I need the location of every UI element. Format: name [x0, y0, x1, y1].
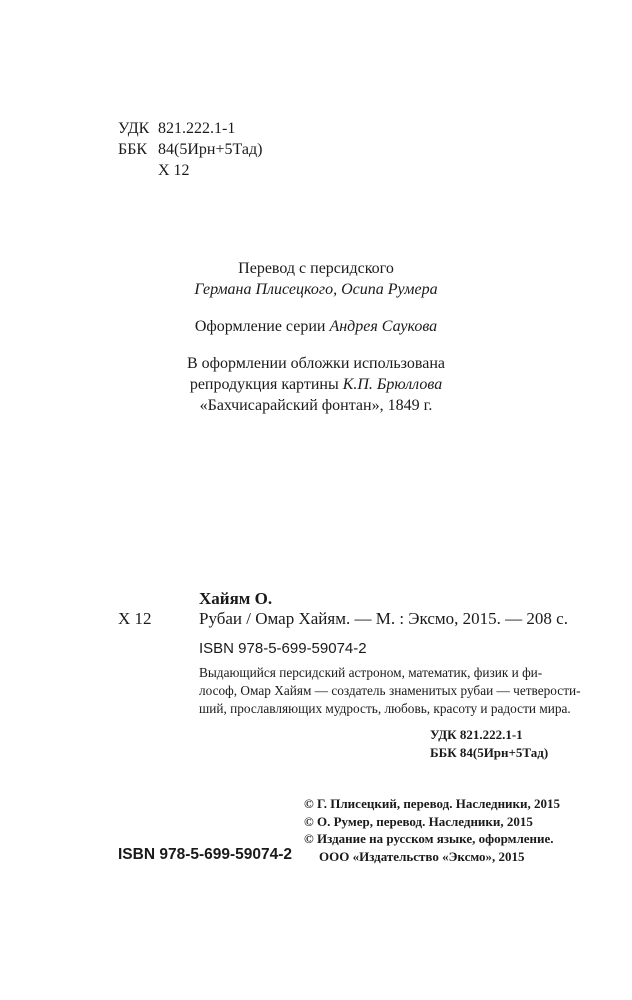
catalog-class-codes — [430, 726, 548, 762]
annotation-line: лософ, Омар Хайям — создатель знаменитых рубаи — четверости- — [199, 683, 581, 698]
classification-codes — [118, 118, 262, 181]
cover-line-2-prefix: репродукция картины — [189, 376, 339, 393]
copyright-line: © Г. Плисецкий, перевод. Наследники, 2015 — [304, 796, 561, 811]
copyright-line: © Издание на русском языке, оформление. — [304, 831, 554, 846]
cover-line-2 — [0, 374, 632, 395]
translation-line: Перевод с персидского — [238, 260, 394, 277]
translators: Германа Плисецкого, Осипа Румера — [194, 281, 438, 298]
catalog-isbn: ISBN 978-5-699-59074-2 — [199, 640, 367, 657]
copyright-line: ООО «Издательство «Эксмо», 2015 — [319, 848, 525, 864]
udk-row — [118, 118, 262, 139]
translators-line — [0, 279, 632, 300]
bbk-row — [118, 139, 262, 160]
author-mark: Х 12 — [158, 162, 190, 179]
annotation-line: ший, прославляющих мудрость, любовь, красоту и радости мира. — [199, 701, 571, 716]
copyright-line: © О. Румер, перевод. Наследники, 2015 — [304, 813, 533, 829]
bottom-isbn: ISBN 978-5-699-59074-2 — [118, 846, 293, 863]
series-design-label: Оформление серии — [194, 318, 326, 335]
catalog-bbk: ББК 84(5Ирн+5Тад) — [430, 745, 549, 760]
catalog-index-code: Х 12 — [118, 609, 152, 628]
bbk-label: ББК — [118, 141, 148, 158]
cover-line-1: В оформлении обложки использована — [186, 355, 446, 372]
series-designer: Андрея Саукова — [329, 318, 438, 335]
bbk-value: 84(5Ирн+5Тад) — [158, 141, 263, 158]
series-design-line — [0, 316, 632, 337]
cover-artist: К.П. Брюллова — [342, 376, 443, 393]
udk-label: УДК — [118, 120, 150, 137]
annotation-line: Выдающийся персидский астроном, математик, физик и фи- — [199, 665, 543, 680]
catalog-bibliographic: Рубаи / Омар Хайям. — М. : Эксмо, 2015. — 208 с. — [199, 609, 568, 628]
cover-line-3: «Бахчисарайский фонтан», 1849 г. — [199, 397, 433, 414]
catalog-udk: УДК 821.222.1-1 — [430, 727, 523, 742]
catalog-annotation — [199, 664, 581, 718]
author-mark-row — [118, 160, 262, 181]
catalog-author: Хайям О. — [199, 589, 273, 608]
copyright-block — [304, 795, 560, 865]
udk-value: 821.222.1-1 — [158, 120, 236, 137]
